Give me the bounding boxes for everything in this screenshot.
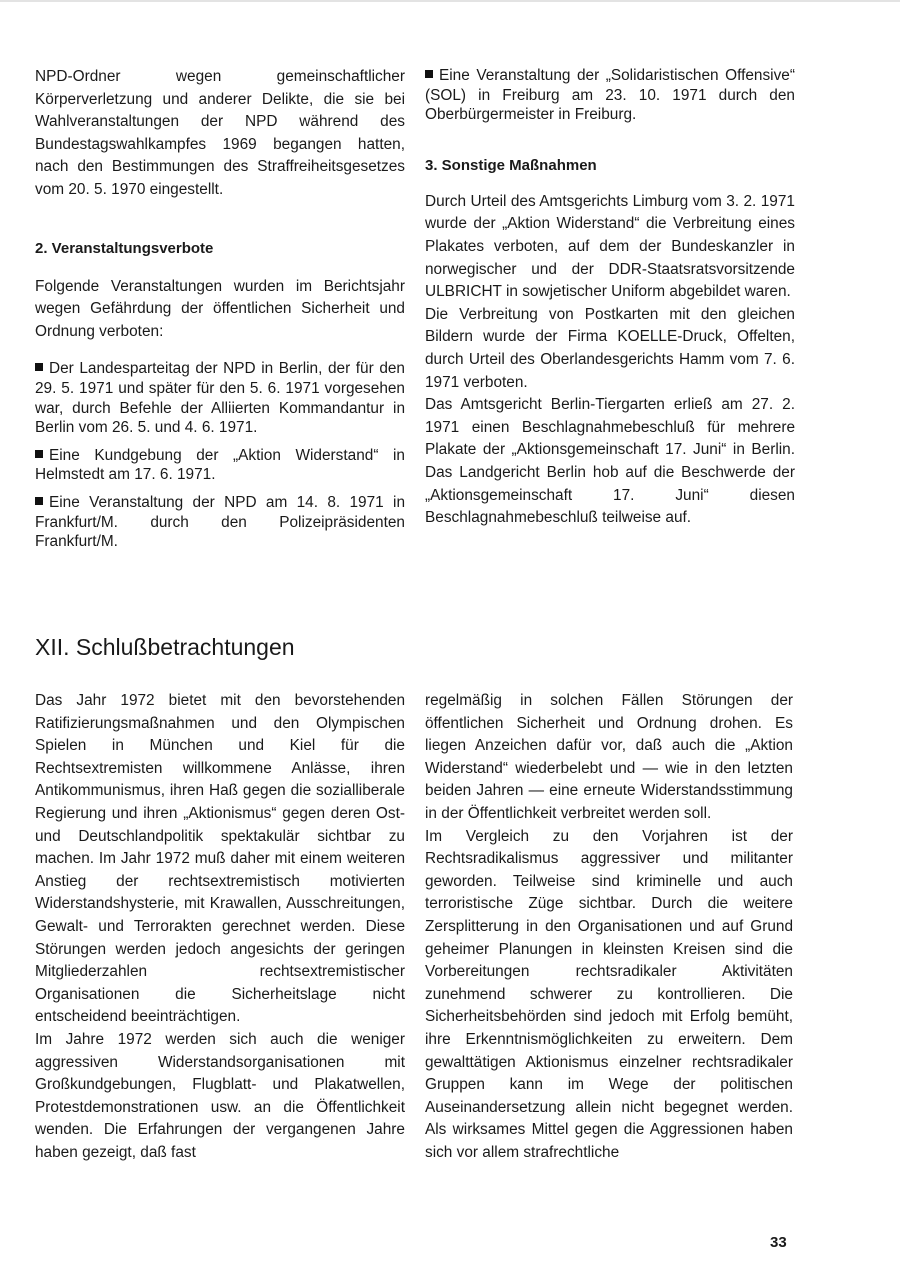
bullet-square-icon [35, 363, 43, 371]
conclusion-paragraph: Das Jahr 1972 bietet mit den bevorstehenden Ratifizierungsmaßnahmen und den Olympischen Spielen in München und Kiel für die Rechtsextremisten willkommene Anlässe, ihren Antikommunismus, ihren Haß gegen die sozialliberale Regierung und ihren „Aktionismus“ gegen deren Ost- und Deutschlandpolitik spektakulär sichtbar zu machen. Im Jahr 1972 muß daher mit einem weiteren Anstieg der rechtsextremistisch motivierten Widerstandshysterie, mit Krawallen, Ausschreitungen, Gewalt- und Terrorakten gerechnet werden. Diese Störungen werden jedoch angesichts der geringen Mitgliederzahlen rechtsextremistischer Organisationen die Sicherheitslage nicht entscheidend beeinträchtigen. [35, 692, 405, 1026]
page-number: 33 [770, 1234, 787, 1251]
right-bottom-column [425, 690, 793, 1164]
ban-item [35, 493, 405, 552]
bullet-square-icon [425, 70, 433, 78]
measures-paragraph: Die Verbreitung von Postkarten mit den gleichen Bildern wurde der Firma KOELLE-Druck, Offelten, durch Urteil des Oberlandesgerichts Hamm vom 7. 6. 1971 verboten. [425, 305, 795, 391]
ban-item-text: Der Landesparteitag der NPD in Berlin, der für den 29. 5. 1971 und später für den 5. 6. 1971 vorgesehen war, durch Befehle der Alliierten Kommandantur in Berlin vom 26. 5. und 4. 6. 1971. [35, 360, 405, 437]
right-top-column [425, 66, 795, 530]
ban-item-text: Eine Kundgebung der „Aktion Widerstand“ in Helmstedt am 17. 6. 1971. [35, 446, 405, 484]
top-rule [0, 0, 900, 2]
heading-sonstige-massnahmen: 3. Sonstige Maßnahmen [425, 156, 597, 174]
ban-item-text: Eine Veranstaltung der NPD am 14. 8. 1971 in Frankfurt/M. durch den Polizeipräsidenten Frankfurt/M. [35, 493, 405, 551]
bullet-square-icon [35, 450, 43, 458]
heading-veranstaltungsverbote: 2. Veranstaltungsverbote [35, 239, 214, 257]
ban-item [425, 66, 795, 125]
left-top-column [35, 66, 405, 552]
conclusion-paragraph: Im Jahre 1972 werden sich auch die weniger aggressiven Widerstandsorganisationen mit Großkundgebungen, Flugblatt- und Plakatwellen, Protestdemonstrationen usw. an die Öffentlichkeit wenden. Die Erfahrungen der vergangenen Jahre haben gezeigt, daß fast [35, 1030, 405, 1161]
ban-item [35, 446, 405, 485]
section-title: XII. Schlußbetrachtungen [35, 634, 295, 660]
bullet-square-icon [35, 497, 43, 505]
ban-item [35, 359, 405, 437]
intro-paragraph: NPD-Ordner wegen gemeinschaftlicher Körperverletzung und anderer Delikte, die sie bei Wahlveranstaltungen der NPD während des Bundestagswahlkampfes 1969 begangen hatten, nach den Bestimmungen des Straffreiheitsgesetzes vom 20. 5. 1970 eingestellt. [35, 68, 405, 198]
measures-paragraph: Das Amtsgericht Berlin-Tiergarten erließ am 27. 2. 1971 einen Beschlagnahmebeschluß für mehrere Plakate der „Aktionsgemeinschaft 17. Juni“ in Berlin. Das Landgericht Berlin hob auf die Beschwerde der „Aktionsgemeinschaft 17. Juni“ diesen Beschlagnahmebeschluß teilweise auf. [425, 396, 795, 527]
measures-paragraph: Durch Urteil des Amtsgerichts Limburg vom 3. 2. 1971 wurde der „Aktion Widerstand“ die Verbreitung eines Plakates verboten, auf dem der Bundeskanzler in norwegischer und der DDR-Staatsratsvorsitzende ULBRICHT in sowjetischer Uniform abgebildet waren. [425, 192, 795, 301]
conclusion-paragraph: regelmäßig in solchen Fällen Störungen der öffentlichen Sicherheit und Ordnung drohen. Es liegen Anzeichen dafür vor, daß auch die „Aktion Widerstand“ wiederbelebt und — wie in den letzten beiden Jahren — eine erneute Widerstandsstimmung in der Öffentlichkeit verbreitet werden soll. [425, 692, 793, 822]
conclusion-paragraph: Im Vergleich zu den Vorjahren ist der Rechtsradikalismus aggressiver und militanter geworden. Teilweise sind kriminelle und auch terroristische Züge sichtbar. Durch die weitere Zersplitterung in den Organisationen und auf Grund geheimer Planungen in kleinsten Kreisen sind die Vorbereitungen rechtsradikaler Aktivitäten zunehmend schwerer zu kontrollieren. Die Sicherheitsbehörden sind jedoch mit Erfolg bemüht, ihre Erkenntnismöglichkeiten zu erweitern. Dem gewalttätigen Aktionismus einzelner rechtsradikaler Gruppen kann im Wege der politischen Auseinandersetzung allein nicht begegnet werden. Als wirksames Mittel gegen die Aggressionen haben sich vor allem strafrechtliche [425, 827, 793, 1161]
left-bottom-column [35, 690, 405, 1164]
ban-lead-paragraph: Folgende Veranstaltungen wurden im Berichtsjahr wegen Gefährdung der öffentlichen Sicherheit und Ordnung verboten: [35, 277, 405, 340]
ban-item-text: Eine Veranstaltung der „Solidaristischen Offensive“ (SOL) in Freiburg am 23. 10. 1971 durch den Oberbürgermeister in Freiburg. [425, 67, 795, 124]
